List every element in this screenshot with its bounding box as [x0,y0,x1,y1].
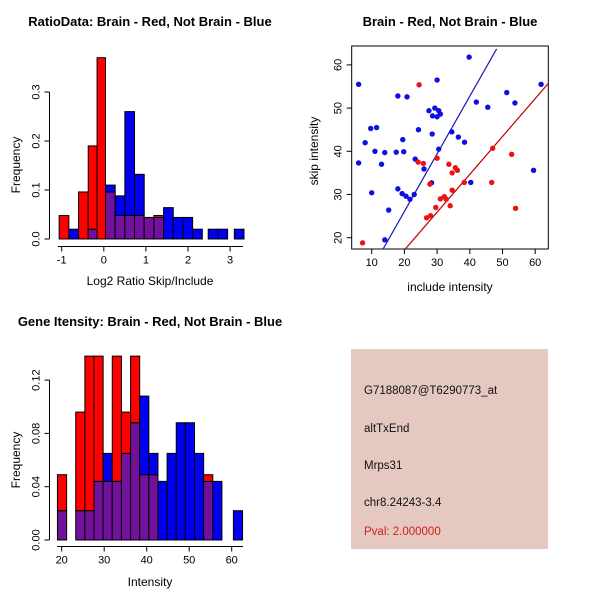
hist-bar-overlap [154,217,164,239]
y-tick-label: 0.0 [30,231,43,247]
hist-bar [112,356,121,481]
hist-bar-overlap [125,215,135,239]
data-point [446,162,451,167]
locus-text: chr8.24243-3.4 [364,497,442,509]
data-point [404,94,409,99]
data-point [444,197,449,202]
data-point [421,166,426,171]
ratio-histogram-title: RatioData: Brain - Red, Not Brain - Blue [28,14,272,29]
data-point [415,159,420,164]
panel-gene-histogram [0,300,300,600]
data-point [395,93,400,98]
x-tick-label: 30 [98,554,111,567]
y-tick-label: 0.00 [30,529,43,551]
hist-bar [173,217,183,239]
hist-bar [204,475,213,482]
hist-bar [149,453,158,474]
data-point [468,180,473,185]
x-tick-label: 40 [463,257,476,269]
plot-box [352,46,549,249]
data-point [512,100,517,105]
hist-bar [140,396,149,475]
scatter-title: Brain - Red, Not Brain - Blue [362,14,538,29]
data-point [449,129,454,134]
scatter-xlabel: include intensity [407,280,493,294]
x-tick-label: 40 [140,554,153,567]
data-point [455,168,460,173]
y-tick-label: 20 [332,231,345,244]
x-tick-label: -1 [56,254,67,267]
pval-text: Pval: 2.000000 [364,526,441,538]
gene-histogram-ylabel: Frequency [9,431,23,489]
hist-bar [176,423,185,540]
hist-bar [154,215,164,217]
series-not-brain [356,54,544,242]
data-point [504,90,509,95]
hist-bar [183,217,193,239]
probe-id-text: G7188087@T6290773_at [364,385,498,397]
y-tick-label: 0.1 [30,182,43,198]
data-point [489,180,494,185]
data-point [368,126,373,131]
hist-bar-overlap [115,215,125,239]
red-diagonal [405,80,551,248]
data-point [428,213,433,218]
ratio-histogram-ylabel: Frequency [9,136,23,194]
data-point [434,77,439,82]
y-tick-label: 0.08 [30,422,43,445]
x-tick-label: 50 [183,554,196,567]
hist-bar-overlap [131,423,140,540]
hist-bar [233,511,242,540]
data-point [490,146,495,151]
data-point [436,146,441,151]
data-point [462,140,467,145]
data-point [447,203,452,208]
hist-bar [234,229,244,239]
x-tick-label: 10 [365,257,378,269]
event-type-text: altTxEnd [364,423,410,435]
hist-bar [79,192,89,239]
hist-bar-overlap [204,481,213,540]
data-point [429,131,434,136]
hist-bar-overlap [76,511,85,540]
hist-bar [88,146,97,229]
hist-bar [59,215,69,239]
data-point [513,206,518,211]
hist-bar [185,423,194,540]
data-point [416,82,421,87]
hist-bar [85,356,94,511]
hist-bar-overlap [88,229,97,239]
ratio_histogram-bars [59,58,244,239]
data-point [474,99,479,104]
hist-bar [131,356,140,423]
data-point [421,161,426,166]
hist-bar [195,453,204,540]
panel-ratio-histogram [0,0,300,300]
hist-bar [57,475,66,511]
ratio-histogram-xlabel: Log2 Ratio Skip/Include [86,274,214,288]
hist-bar-overlap [94,481,103,540]
x-tick-label: 3 [227,254,234,267]
data-point [531,168,536,173]
gene_histogram-bars [57,356,242,540]
gene-histogram-title: Gene Itensity: Brain - Red, Not Brain - Blue [17,314,283,329]
y-tick-label: 0.2 [30,133,43,149]
hist-bar [121,412,130,453]
hist-bar [103,453,112,481]
hist-bar [164,208,174,239]
hist-bar [167,453,176,540]
panel-info-box [300,300,600,600]
data-point [509,152,514,157]
data-point [485,105,490,110]
data-point [394,149,399,154]
data-point [362,140,367,145]
data-point [466,54,471,59]
info-box [351,349,548,549]
y-tick-label: 0.3 [30,84,43,100]
y-tick-label: 0.12 [30,369,43,391]
hist-bar [69,229,79,239]
hist-bar [135,174,145,215]
x-tick-label: 50 [496,257,509,269]
data-point [426,108,431,113]
data-point [382,150,387,155]
gene-name-text: Mrps31 [364,460,403,472]
y-tick-label: 60 [332,58,345,72]
data-point [386,207,391,212]
data-point [538,82,543,87]
hist-bar-overlap [105,192,115,239]
hist-bar [158,481,167,540]
x-tick-label: 2 [184,254,192,267]
data-point [382,237,387,242]
x-tick-label: 20 [55,554,68,567]
data-point [462,180,467,185]
hist-bar [193,229,203,239]
hist-bar [94,356,103,481]
data-point [430,113,435,118]
panel-intensity-scatter [300,0,600,300]
data-point [395,186,400,191]
x-tick-label: 60 [225,554,238,567]
data-point [438,111,443,116]
hist-bar-overlap [135,215,145,239]
x-tick-label: 20 [398,257,411,269]
intensity-scatter-plot [300,0,600,300]
y-tick-label: 40 [332,145,345,158]
hist-bar [213,481,222,540]
hist-bar-overlap [103,481,112,540]
hist-bar [76,412,85,511]
data-point [379,162,384,167]
data-point [456,134,461,139]
fit-lines [383,49,551,249]
ratio-histogram-plot [0,0,300,300]
data-point [449,187,454,192]
data-point [412,192,417,197]
data-point [356,160,361,165]
data-point [401,149,406,154]
x-tick-label: 60 [529,257,542,269]
hist-bar-overlap [57,511,66,540]
hist-bar [115,196,125,216]
data-point [360,240,365,245]
data-point [400,137,405,142]
data-point [374,125,379,130]
data-point [427,181,432,186]
x-tick-label: 30 [430,257,444,269]
data-point [416,127,421,132]
data-point [356,82,361,87]
hist-bar [105,185,115,192]
scatter-ylabel: skip intensity [307,116,321,186]
hist-bar-overlap [112,481,121,540]
data-point [433,205,438,210]
hist-bar [97,58,105,239]
y-tick-label: 0.04 [30,475,43,498]
data-point [434,156,439,161]
gene-histogram-xlabel: Intensity [127,575,173,589]
hist-bar [208,229,218,239]
data-point [407,197,412,202]
data-point [369,190,374,195]
hist-bar-overlap [144,217,154,239]
y-tick-label: 30 [332,188,345,201]
hist-bar-overlap [85,511,94,540]
hist-bar [125,112,135,216]
x-tick-label: 0 [100,254,107,267]
data-point [449,170,454,175]
y-tick-label: 50 [332,101,345,115]
hist-bar-overlap [140,475,149,540]
data-point [372,149,377,154]
gene-histogram-plot [0,300,300,600]
x-tick-label: 1 [142,254,149,267]
hist-bar [218,229,228,239]
hist-bar-overlap [121,453,130,540]
hist-bar-overlap [149,475,158,540]
